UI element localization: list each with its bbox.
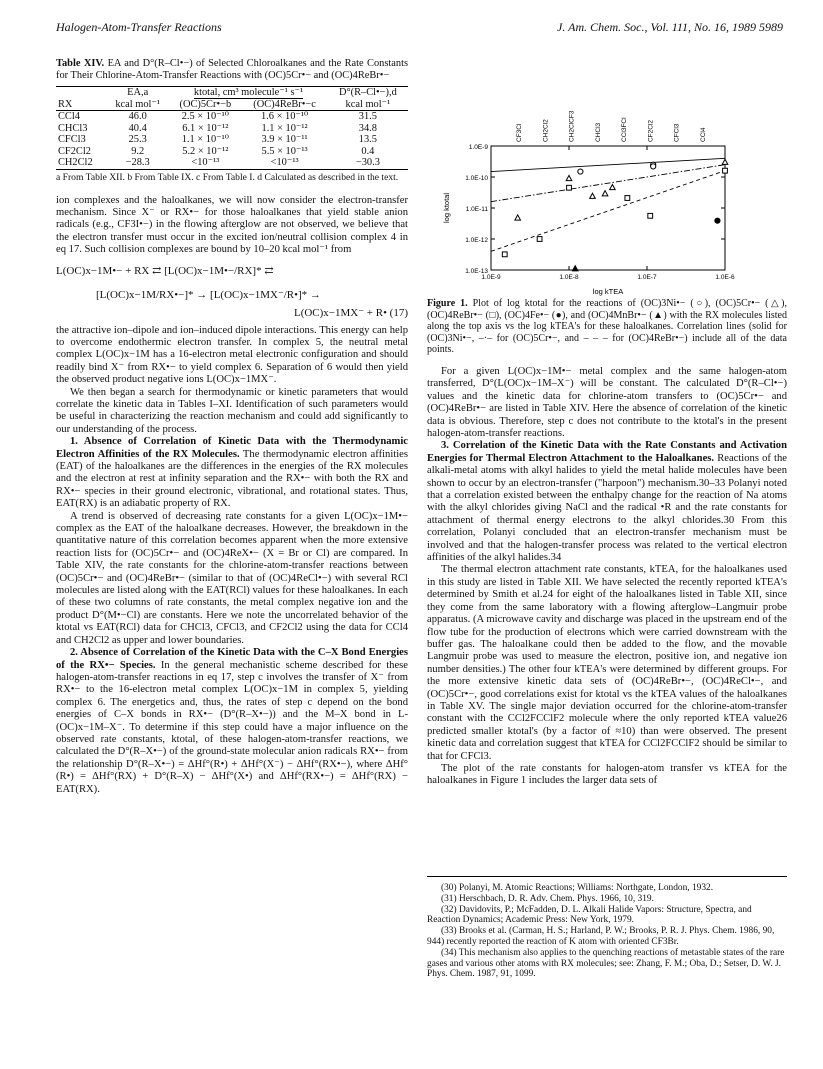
- data-point-triangle: [590, 193, 596, 198]
- cell-rx: CF2Cl2: [58, 145, 91, 157]
- top-axis-label: CH2Cl2: [542, 119, 550, 142]
- page-header: [56, 20, 783, 38]
- table-caption: [56, 58, 408, 82]
- cell-k1: 6.1 × 10⁻¹²: [182, 122, 229, 134]
- footnote: (34) This mechanism also applies to the quenching reactions of metastable states of the rare gases and various other atoms with RX molecules; see: Zhang, F. M.; Oba, D.; Setser, D. W. J. Phys. Chem. 1987, 91, 1099.: [427, 947, 785, 980]
- top-axis-label: CHCl3: [594, 122, 602, 142]
- cell-k2: 1.1 × 10⁻¹²: [261, 122, 308, 134]
- figure-1: [427, 58, 787, 296]
- data-point-triangle: [602, 191, 608, 196]
- equation-line: [L(OC)x−1M/RX•−]* → [L(OC)x−1MX⁻/R•]* →: [96, 288, 321, 301]
- col-head-d-unit: kcal mol⁻¹: [328, 99, 408, 111]
- cell-ea: −28.3: [106, 157, 169, 169]
- cell-d: 31.5: [358, 111, 377, 122]
- paragraph: [56, 647, 408, 796]
- cell-k1: 1.1 × 10⁻¹⁰: [181, 134, 229, 145]
- cell-k2: 3.9 × 10⁻¹¹: [261, 134, 308, 145]
- table-row: [56, 111, 408, 123]
- top-axis-label: CH2ClCF3: [568, 110, 576, 142]
- equation-17: [56, 263, 408, 321]
- data-point-circle: [651, 164, 656, 169]
- cell-rx: CCl4: [58, 111, 80, 122]
- left-column: [56, 58, 408, 796]
- section-heading: 3. Correlation of the Kinetic Data with the Rate Constants and Activation Energies for Thermal Electron Attachment to the Haloalkanes.: [427, 440, 787, 464]
- cell-k1: 2.5 × 10⁻¹⁰: [181, 111, 229, 122]
- data-point-triangle: [610, 184, 616, 189]
- data-point-filled-triangle: [572, 266, 578, 271]
- data-point-triangle: [566, 175, 572, 180]
- paragraph: [56, 436, 408, 510]
- footnote: (33) Brooks et al. (Carman, H. S.; Harland, P. W.; Brooks, P. R. J. Phys. Chem. 1986, 90, 944) recently reported the reaction of K atom with oriented CF3Br.: [427, 926, 775, 947]
- paragraph: [427, 440, 787, 564]
- col-head-rx: RX: [56, 99, 106, 111]
- section-text: The thermodynamic electron affinities (EAT) of the haloalkanes are the differences in the energies of the RX molecules and the electron at rest at infinity separation and the RX•− with both the RX and RX•− species in their ground electronic, vibrational, and rotational states. Thus, EAT(RX) is an adiabatic property of RX.: [56, 448, 408, 510]
- footnote: (32) Davidovits, P.; McFadden, D. L. Alkali Halide Vapors: Structure, Spectra, and Reaction Dynamics; Academic Press: New York, 1979.: [427, 904, 752, 926]
- data-point-triangle: [722, 159, 728, 164]
- paragraph: A trend is observed of decreasing rate constants for a given L(OC)x−1M•− complex as the EAT of the haloalkane decreases. However, the breakdown in the quantitative nature of this correlation becomes apparent when the more extensive reaction lists for (OC)5Cr•− and (OC)4ReX•− (X = Br or Cl) are compared. In Table XIV, the rate constants for the chlorine-atom-transfer reactions between (OC)5Cr•− and (OC)4ReBr•− (similar to that of (OC)4ReCl•−) with several RCl molecules are listed along with the EAT(RCl) values for these haloalkanes. In each of these two columns of rate constants, the metal complex negative ion and the product D°(M•−Cl) are constants. Here we note the uncorrelated behavior of the ktotal vs EAT(RCl) data for CHCl3, CFCl3, and CF2Cl2 using the data for CCl4 and CH2Cl2 as upper and lower boundaries.: [56, 510, 408, 646]
- cell-rx: CH2Cl2: [56, 157, 106, 169]
- cell-ea: 9.2: [131, 145, 145, 157]
- right-column: [427, 58, 787, 788]
- paragraph: The thermal electron attachment rate constants, kTEA, for the haloalkanes used in this study are listed in Table XII. We have selected the recently reported kTEA's determined by Smith et al.24 for eight of the haloalkanes listed in Table XII, since they come from the same laboratory with a flowing afterglow–Langmuir probe apparatus. (A microwave cavity and discharge was placed in the upstream end of the flow tube for the production of electrons which were carried downstream with the buffer gas. The haloalkane could then be added to the flow, and the movable Langmuir probe was used to measure the electron, positive ion, and negative ion number densities.) The other four kTEA's were determined by different groups. For the more extensive kinetic data sets of (OC)4ReBr•−, (OC)4ReCl•−, and (OC)5Cr•−, good correlations exist for ktotal vs the kTEA values of the haloalkanes in Table XV. The single major deviation occurred for the chlorine-atom-transfer constant with the CCl2FCClF2 molecule where the only reported kTEA value26 predicted smaller ktotal's (by a factor of ≈10) than were observed. The present kinetic data and correlation suggest that kTEA for CCl2FCClF2 should be similar to that for CFCl3.: [427, 564, 787, 762]
- journal-citation: J. Am. Chem. Soc., Vol. 111, No. 16, 1989 5989: [557, 20, 783, 34]
- top-axis-label: CFCl3: [673, 123, 681, 142]
- figure-caption: [427, 298, 787, 356]
- footnotes: [427, 876, 787, 980]
- section-heading: 1. Absence of Correlation of Kinetic Data with the Thermodynamic Electron Affinities of the RX Molecules.: [56, 436, 408, 460]
- table-title: EA and D°(R–Cl•−) of Selected Chloroalkanes and the Rate Constants for Their Chlorine-Atom-Transfer Reactions with (OC)5Cr•− and (OC)4ReBr•−: [56, 58, 408, 81]
- cell-d: −30.3: [328, 157, 408, 169]
- data-point-square: [502, 252, 507, 257]
- data-table: [56, 86, 408, 170]
- running-title: Halogen-Atom-Transfer Reactions: [56, 20, 222, 34]
- top-axis-label: CF2Cl2: [647, 119, 655, 142]
- x-tick-label: 1.0E-7: [637, 274, 657, 281]
- cell-d: 13.5: [358, 134, 377, 145]
- figure-label: Figure 1.: [427, 298, 468, 309]
- cell-d: 0.4: [361, 145, 375, 157]
- figure-caption-text: Plot of log ktotal for the reactions of (OC)3Ni•− (○), (OC)5Cr•− (△), (OC)4ReBr•− (□), (OC)4Fe•− (●), and (OC)4MnBr•− (▲) with the RX molecules listed along the top axis vs the log kTEA's for these haloalkanes. Correlation lines (solid for (OC)3Ni•−, –·– for (OC)5Cr•−, and – – – for (OC)4ReBr•−) include all of the data points.: [427, 298, 787, 356]
- data-point-square: [625, 196, 630, 201]
- footnote: (30) Polanyi, M. Atomic Reactions; Williams: Northgate, London, 1932.: [441, 883, 714, 893]
- col-head-d: D°(R–Cl•−),d: [328, 87, 408, 99]
- y-tick-label: 1.0E-10: [465, 175, 488, 182]
- paragraph: The plot of the rate constants for halogen-atom transfer vs kTEA for the haloalkanes in Figure 1 includes the larger data sets of: [427, 762, 787, 787]
- equation-line: L(OC)x−1MX⁻ + R• (17): [293, 306, 408, 319]
- y-tick-label: 1.0E-9: [468, 144, 488, 151]
- data-point-square: [537, 237, 542, 242]
- col-head-k: ktotal, cm³ molecule⁻¹ s⁻¹: [193, 87, 304, 98]
- paragraph: For a given L(OC)x−1M•− metal complex and the same halogen-atom transferred, D°(L(OC)x−1M–X⁻) will be constant. The calculated D°(R–Cl•−) values and the kinetic data for chlorine-atom transfers to (OC)5Cr•− and (OC)4ReBr•− are listed in Table XIV. Here the absence of correlation of the kinetic data is obvious. Therefore, step c does not contribute to the ktotal's in the present halogen-atom-transfer reactions.: [427, 365, 787, 439]
- cell-k2: <10⁻¹³: [241, 157, 327, 169]
- data-point-square: [648, 213, 653, 218]
- data-point-square: [567, 185, 572, 190]
- footnote: (31) Herschbach, D. R. Adv. Chem. Phys. 1966, 10, 319.: [441, 893, 654, 904]
- scatter-chart: [427, 58, 787, 296]
- data-point-circle: [578, 169, 583, 174]
- col-head-ea: EA,a: [106, 87, 169, 99]
- table-row: [56, 157, 408, 169]
- cell-ea: 25.3: [128, 134, 147, 145]
- top-axis-label: CCl3FCl: [621, 117, 629, 142]
- x-tick-label: 1.0E-9: [481, 274, 501, 281]
- data-point-filled-circle: [715, 218, 720, 223]
- x-tick-label: 1.0E-8: [559, 274, 579, 281]
- y-axis-label: log ktotal: [442, 192, 451, 224]
- cell-rx: CHCl3: [58, 122, 88, 134]
- col-head-ea-unit: kcal mol⁻¹: [106, 99, 169, 111]
- cell-k2: 5.5 × 10⁻¹³: [261, 145, 308, 157]
- data-point-triangle: [515, 215, 521, 220]
- data-point-square: [723, 168, 728, 173]
- table-row: [56, 123, 408, 135]
- cell-ea: 40.4: [128, 122, 147, 134]
- paragraph: We then began a search for thermodynamic or kinetic parameters that would correlate the kinetic data in Tables I–XI. Identification of such parameters would be useful in characterizing the reaction mechanism and could add significantly to our understanding of the process.: [56, 386, 408, 435]
- table-row: [56, 134, 408, 146]
- table-row: [56, 146, 408, 158]
- cell-rx: CFCl3: [58, 134, 86, 145]
- table-label: Table XIV.: [56, 58, 105, 69]
- correlation-line: [491, 158, 725, 171]
- paragraph: the attractive ion–dipole and ion–induced dipole interactions. This energy can help to overcome endothermic electron transfer. In complex 5, the neutral metal complex L(OC)x−1M has a 16-electron metal electronic configuration and should readily bind X⁻ from RX•− to yield complex 6. Separation of 6 would then yield the observed product negative ions L(OC)x−1MX⁻.: [56, 324, 408, 386]
- section-text: In the general mechanistic scheme described for these halogen-atom-transfer reactions in eq 17, step c involves the transfer of X⁻ from RX•− to the 16-electron metal complex L(OC)x−1M in complex 5, yielding complex 6. The energetics and, thus, the rates of step c depend on the bond energies of C–X bonds in RX•− (D°(R–X•−)) and the M–X bond in L-(OC)x−1M–X⁻. To determine if this step could have a major influence on the observed rate constants, ktotal, of these halogen-atom-transfer reactions, we calculated the D°(R–X•−) of the ground-state molecular anion radicals RX•− from the relationship D°(R–X•−) = ΔHf°(R•) + ΔHf°(X⁻) − ΔHf°(RX•−), where ΔHf°(R•) = ΔHf°(RX) + D°(R–X) − ΔHf°(X•) and ΔHf°(RX•−) = ΔHf°(RX) − EAT(RX).: [56, 659, 409, 795]
- cell-ea: 46.0: [128, 111, 147, 122]
- paragraph: ion complexes and the haloalkanes, we will now consider the electron-transfer mechanism. Since X⁻ or RX•− for those haloalkanes that yield stable anion radicals (e.g., CF3I•−) in the flowing afterglow are not observed, we believe that the electron transfer must occur in the excited ion/neutral collision complex 4 in eq 17. Such collision complexes are bound by 10–20 kcal mol⁻¹ from: [56, 194, 408, 256]
- y-tick-label: 1.0E-12: [465, 237, 488, 244]
- col-head-k1: (OC)5Cr•−b: [169, 99, 241, 111]
- y-tick-label: 1.0E-13: [465, 268, 488, 275]
- table-footnote: a From Table XII. b From Table IX. c From Table I. d Calculated as described in the text.: [56, 171, 399, 183]
- cell-k1: <10⁻¹³: [169, 157, 241, 169]
- top-axis-label: CF3Cl: [516, 123, 523, 142]
- x-tick-label: 1.0E-6: [715, 274, 735, 281]
- cell-k2: 1.6 × 10⁻¹⁰: [260, 111, 309, 122]
- x-axis-label: log kTEA: [592, 287, 624, 296]
- section-text: Reactions of the alkali-metal atoms with alkyl halides to yield the metal halide molecules have been shown to occur by an electron-transfer ("harpoon") mechanism.30–33 Polanyi noted that a correlation existed between the enthalpy change for the reaction of Na atoms with the alkyl chlorides giving NaCl and the radical •R and the rate constants for attachment of thermal energy electrons to the alkyl chlorides.30 From this correlation, Polanyi concluded that an electron-transfer mechanism must be involved and that the halogen-transfer process was related to the vertical electron affinities of the alkyl halides.34: [427, 452, 787, 564]
- cell-d: 34.8: [358, 122, 377, 134]
- y-tick-label: 1.0E-11: [465, 206, 488, 213]
- cell-k1: 5.2 × 10⁻¹²: [182, 145, 229, 157]
- equation-line: L(OC)x−1M•− + RX ⇄ [L(OC)x−1M•−/RX]* ⇄: [56, 264, 274, 277]
- col-head-k2: (OC)4ReBr•−c: [241, 99, 327, 111]
- section-heading: 2. Absence of Correlation of the Kinetic Data with the C–X Bond Energies of the RX•− Species.: [56, 647, 408, 671]
- footnote-rule: [427, 876, 787, 877]
- top-axis-label: CCl4: [700, 127, 707, 142]
